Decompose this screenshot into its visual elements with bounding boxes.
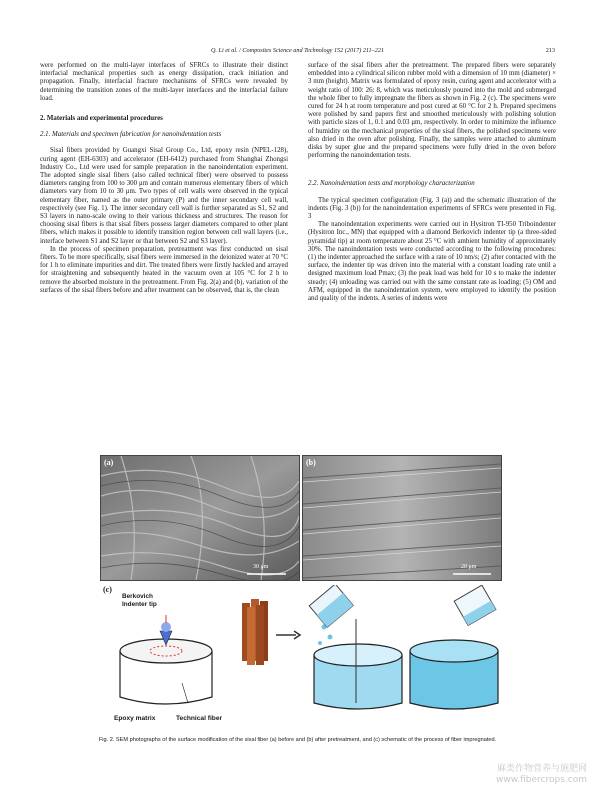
- paragraph-procedure: The nanoindentation experiments were carried out in Hysitron TI-950 Triboindenter (Hysitron Inc., MN) that equipped with a diamond Berkovich indenter tip (a three-sided pyramidal tip) at room temperature about 25 °C with ambient humidity of approximately 30%. The nanoindentation tests were conducted according to the following procedures: (1) the indenter approached the surface with a rate of 10 nm/s; (2) after contacted with the surface, the indenter tip was driven into the material with a constant loading rate until a designed maximum load Pmax; (3) the peak load was held for 10 s to make the indenter steady; (4) unloading was carried out with the same constant rate as loading; (5) OM and AFM, equipped in the nanoindentation system, were employed to identify the position and quality of the indents. A series of indents were: [308, 221, 556, 303]
- watermark-url: www.fibercrops.com: [496, 775, 587, 785]
- right-column: [308, 62, 556, 303]
- figure-2: [100, 455, 500, 727]
- sem-image-before: [100, 455, 300, 581]
- left-column: [40, 62, 288, 295]
- epoxy-matrix-label: Epoxy matrix: [114, 715, 156, 722]
- berkovich-tip-label: Berkovich Indenter tip: [122, 593, 157, 608]
- panel-label-c: (c): [103, 585, 112, 594]
- figure-caption: Fig. 2. SEM photographs of the surface modification of the sisal fiber (a) before and (b) after pretreatment, and (c) schematic of the process of fiber impregnated.: [98, 737, 497, 743]
- subsection-heading-2-2: 2.2. Nanoindentation tests and morphology characterization: [308, 180, 475, 188]
- paragraph-specimen: surface of the sisal fibers after the pretreatment. The prepared fibers were separately embedded into a cylindrical silicon rubber mold with a dimension of 10 mm (diameter) × 3 mm (height). Matrix was formulated of epoxy resin, curing agent and accelerator with a weight ratio of 100: 26: 8, which was meticulously poured into the mold and submerged the whole fiber to fully impregnate the fibers as shown in Fig. 2 (c). The specimens were cured for 24 h at room temperature and post cured at 60 °C for 2 h. Prepared specimens were polished by sand papers first and smoothed meticulously with polishing solution with particle sizes of 1, 0.1 and 0.03 μm, respectively. In order to minimize the influence of humidity on the mechanical properties of the sisal fibers, the polished specimens were also dried in the oven after polishing. Finally, the samples were attached to aluminum disks by super glue and the prepared specimens were fully dried in the oven before performing the nanoindentation tests.: [308, 62, 556, 160]
- running-title: Q. Li et al. / Composites Science and Technology 152 (2017) 211–221: [210, 47, 385, 54]
- watermark: [496, 764, 587, 786]
- technical-fiber-label: Technical fiber: [176, 715, 223, 722]
- fiber-bundle: [242, 599, 300, 665]
- impregnation-schematic: [100, 585, 500, 727]
- scale-bar-a: 30 μm: [253, 564, 269, 570]
- intro-paragraph: were performed on the multi-layer interfaces of SFRCs to illustrate their distinct interfacial mechanical properties such as energy dissipation, crack initiation and propagation. Finally, interfacial fracture mechanisms of SFRCs were revealed by determining the transition zones of the multi-layer interfaces and the interfacial failure load.: [40, 62, 288, 102]
- pouring-cylinder: [309, 585, 402, 709]
- watermark-cn: 麻类作物营养与施肥网: [496, 764, 587, 774]
- paragraph-pretreatment: In the process of specimen preparation, pretreatment was first conducted on sisal fibers. To be more specifically, sisal fibers were immersed in the deionized water at 70 °C for 1 h to eliminate impurities and dirt. The treated fibers were firstly hackled and arrayed for straightening and subsequently heated in the vacuum oven at 105 °C for 2 h to remove the absorbed moisture in the pretreatment. From Fig. 2(a) and (b), variation of the surfaces of the sisal fibers before and after treatment can be observed, that is, the clean: [40, 245, 288, 294]
- paragraph-materials: Sisal fibers provided by Guangxi Sisal Group Co., Ltd, epoxy resin (NPEL-128), curing agent (EH-6303) and accelerator (EH-6412) purchased from Shanghai Zhongsi Industry Co., Ltd were used for sample preparation in the nanoindentation experiment. The adopted single sisal fibers (also called technical fiber) were observed to possess diameters ranging from 100 to 300 μm and contain numerous elementary fibers of which diameters vary from 10 to 30 μm. Two types of cell walls were observed in the typical elementary fiber, named as the outer primary (P) and the inner secondary cell wall, respectively (see Fig. 1). The inner secondary cell wall is further separated as S1, S2 and S3 layers in nano-scale owing to their various thickness and structures. The reason for choosing sisal fibers is that sisal fibers possess larger diameters compared to other plant fibers, which makes it possible to identify transition region between cell wall layers (i.e., interface between S1 and S2 layer or that between S2 and S3 layer).: [40, 147, 288, 245]
- section-heading: 2. Materials and experimental procedures: [40, 115, 163, 123]
- sem-image-after: [302, 455, 502, 581]
- filled-cylinder: [410, 585, 498, 709]
- epoxy-mold-cylinder: [120, 615, 212, 704]
- panel-label-b: (b): [306, 458, 316, 467]
- page-number: 213: [545, 47, 555, 54]
- running-header: [40, 47, 555, 54]
- subsection-heading-2-1: 2.1. Materials and specimen fabrication for nanoindentation tests: [40, 131, 222, 139]
- scale-bar-b: 20 μm: [461, 564, 477, 570]
- paragraph-configuration: The typical specimen configuration (Fig. 3 (a)) and the schematic illustration of the indents (Fig. 3 (b)) for the nanoindentation experiments of SFRCs were presented in Fig. 3: [308, 196, 556, 221]
- panel-label-a: (a): [104, 458, 114, 467]
